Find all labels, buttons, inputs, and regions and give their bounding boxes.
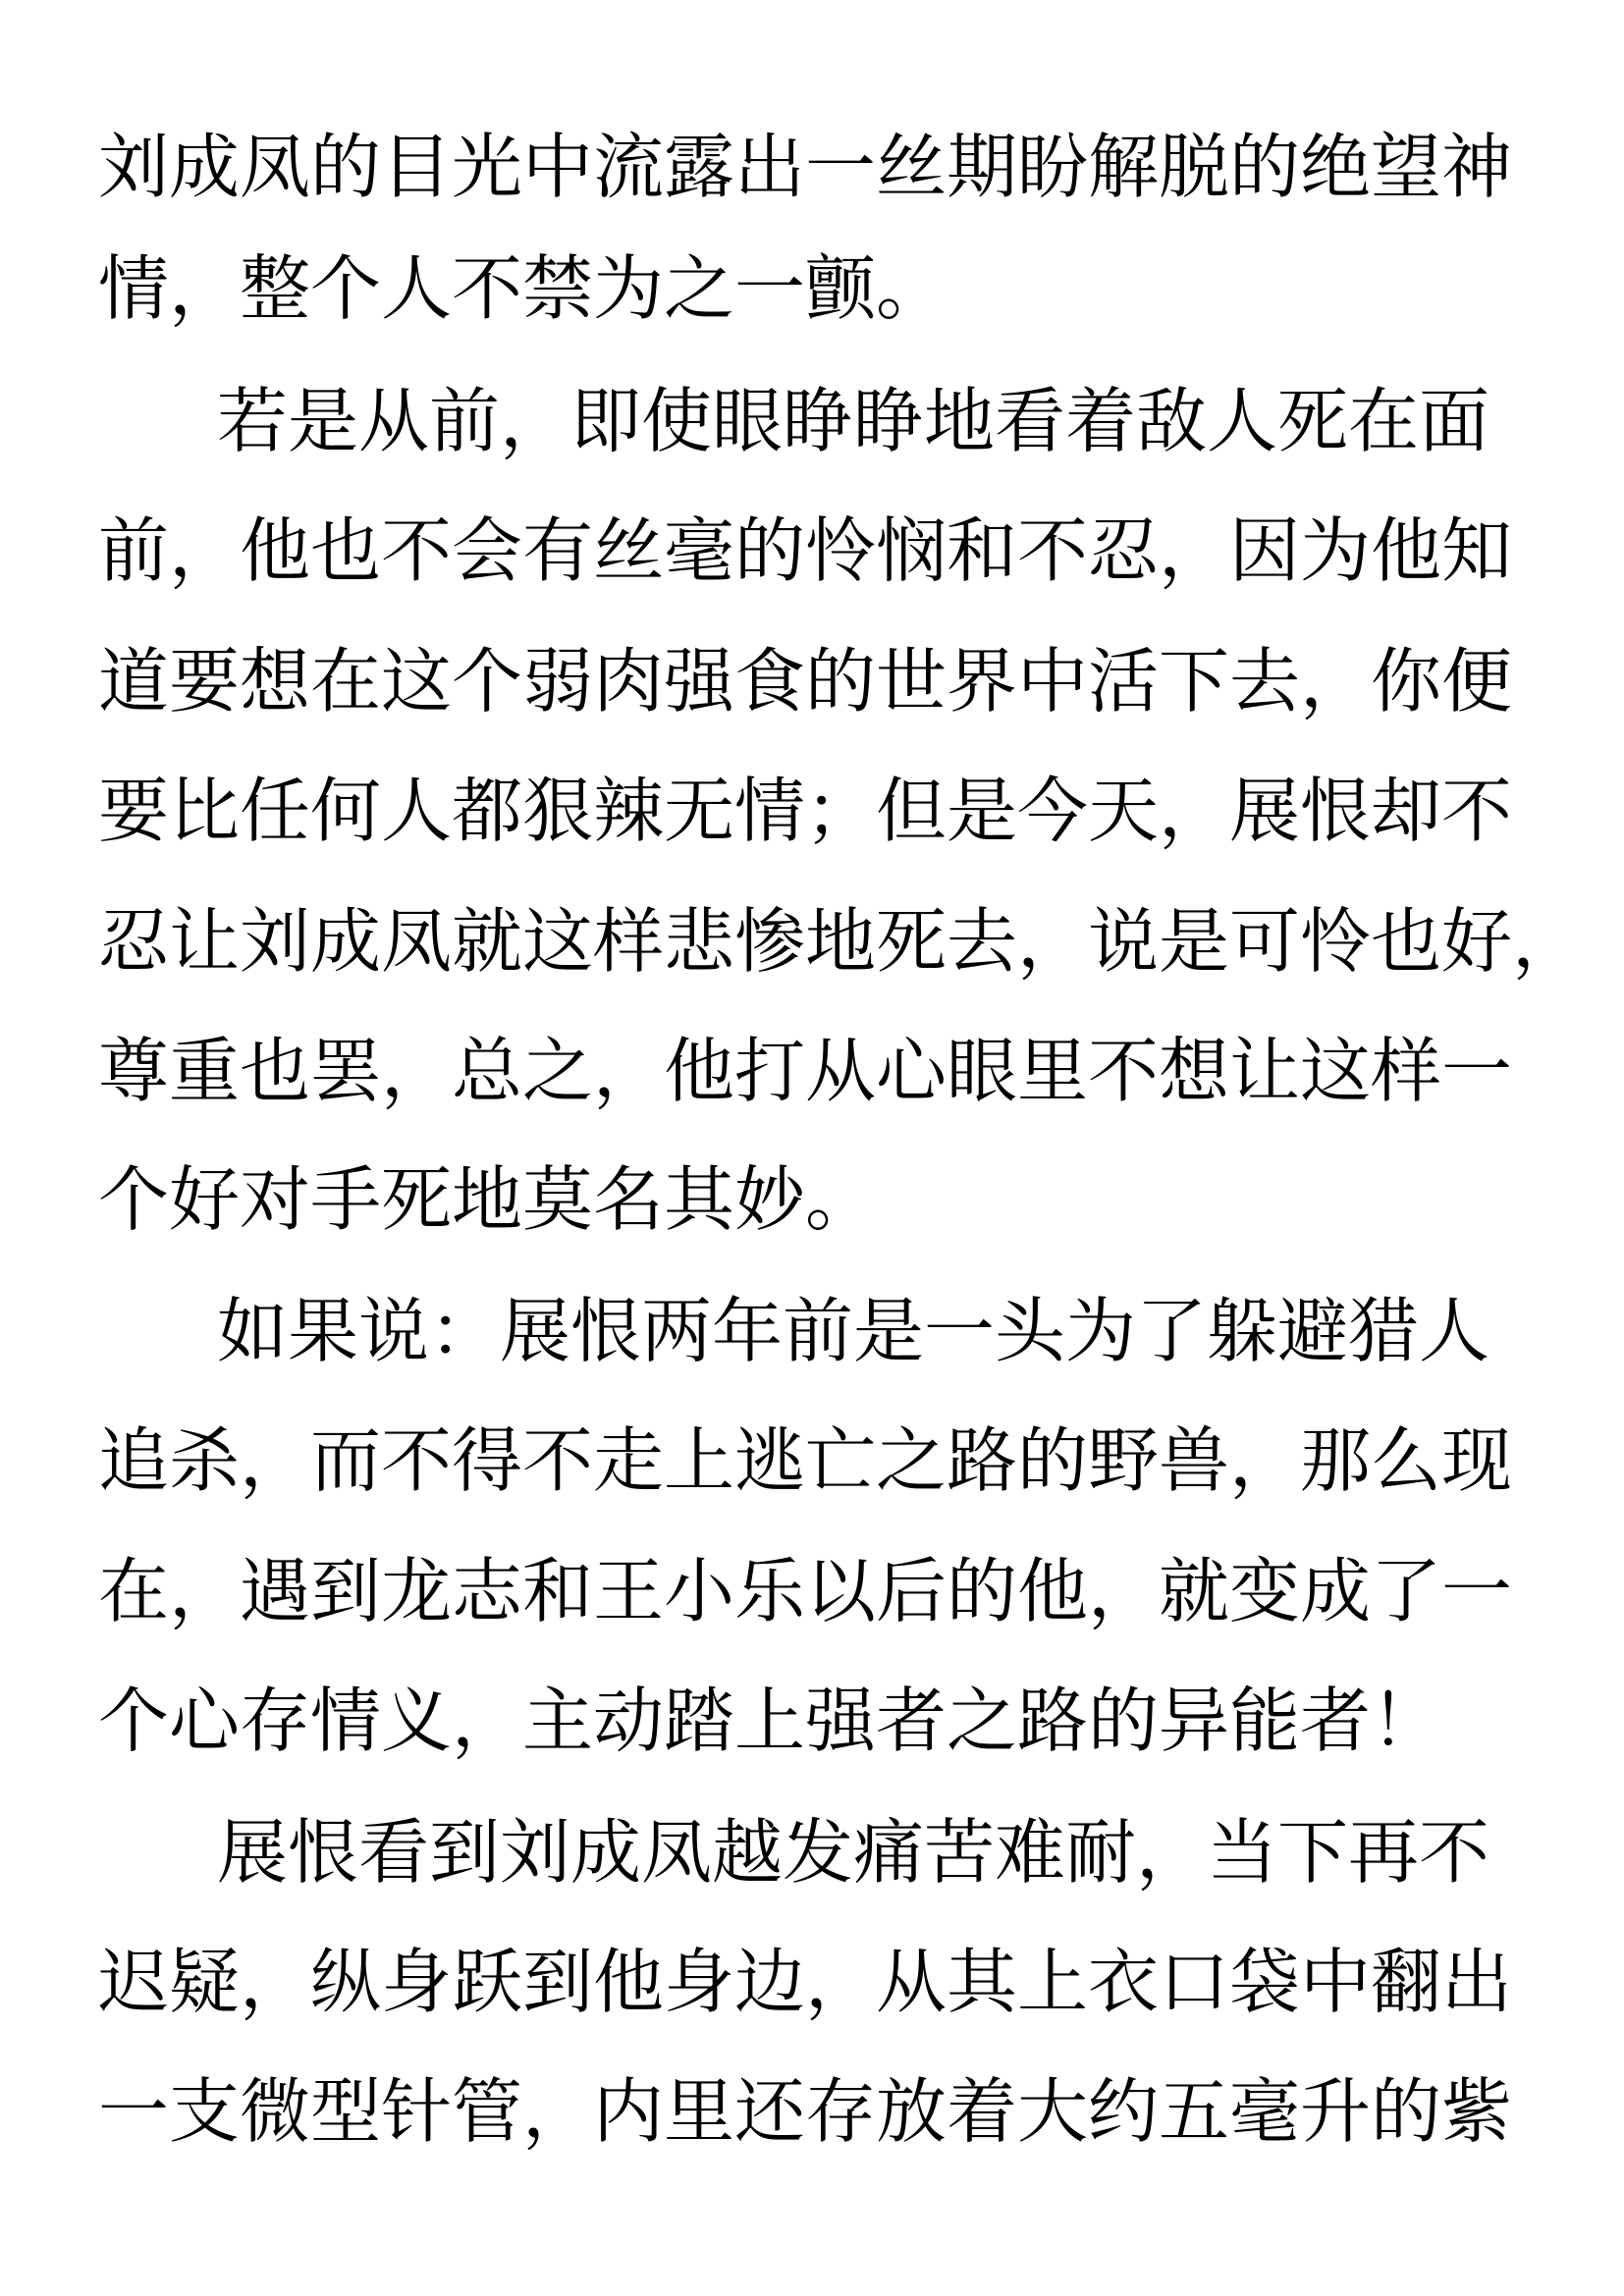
text-line: 追杀，而不得不走上逃亡之路的野兽，那么现 [98,1419,1513,1502]
text-line: 道要想在这个弱肉强食的世界中活下去，你便 [98,640,1513,722]
text-line: 忍让刘成凤就这样悲惨地死去，说是可怜也好， [98,900,1584,983]
text-line: 刘成凤的目光中流露出一丝期盼解脱的绝望神 [98,126,1513,208]
text-line: 要比任何人都狠辣无情；但是今天，展恨却不 [98,770,1513,852]
text-line: 个好对手死地莫名其妙。 [98,1158,877,1241]
text-line: 个心存情义，主动踏上强者之路的异能者！ [98,1680,1442,1762]
text-line: 一支微型针管，内里还存放着大约五毫升的紫 [98,2070,1513,2153]
text-line: 尊重也罢，总之，他打从心眼里不想让这样一 [98,1030,1513,1112]
paragraph-start-line: 如果说：展恨两年前是一头为了躲避猎人 [217,1290,1490,1372]
paragraph-start-line: 展恨看到刘成凤越发痛苦难耐，当下再不 [217,1811,1490,1894]
text-line: 情，整个人不禁为之一颤。 [98,247,947,330]
paragraph-start-line: 若是从前，即使眼睁睁地看着敌人死在面 [217,380,1490,462]
text-line: 迟疑，纵身跃到他身边，从其上衣口袋中翻出 [98,1941,1513,2023]
text-line: 在，遇到龙志和王小乐以后的他，就变成了一 [98,1550,1513,1632]
text-line: 前，他也不会有丝毫的怜悯和不忍，因为他知 [98,509,1513,592]
